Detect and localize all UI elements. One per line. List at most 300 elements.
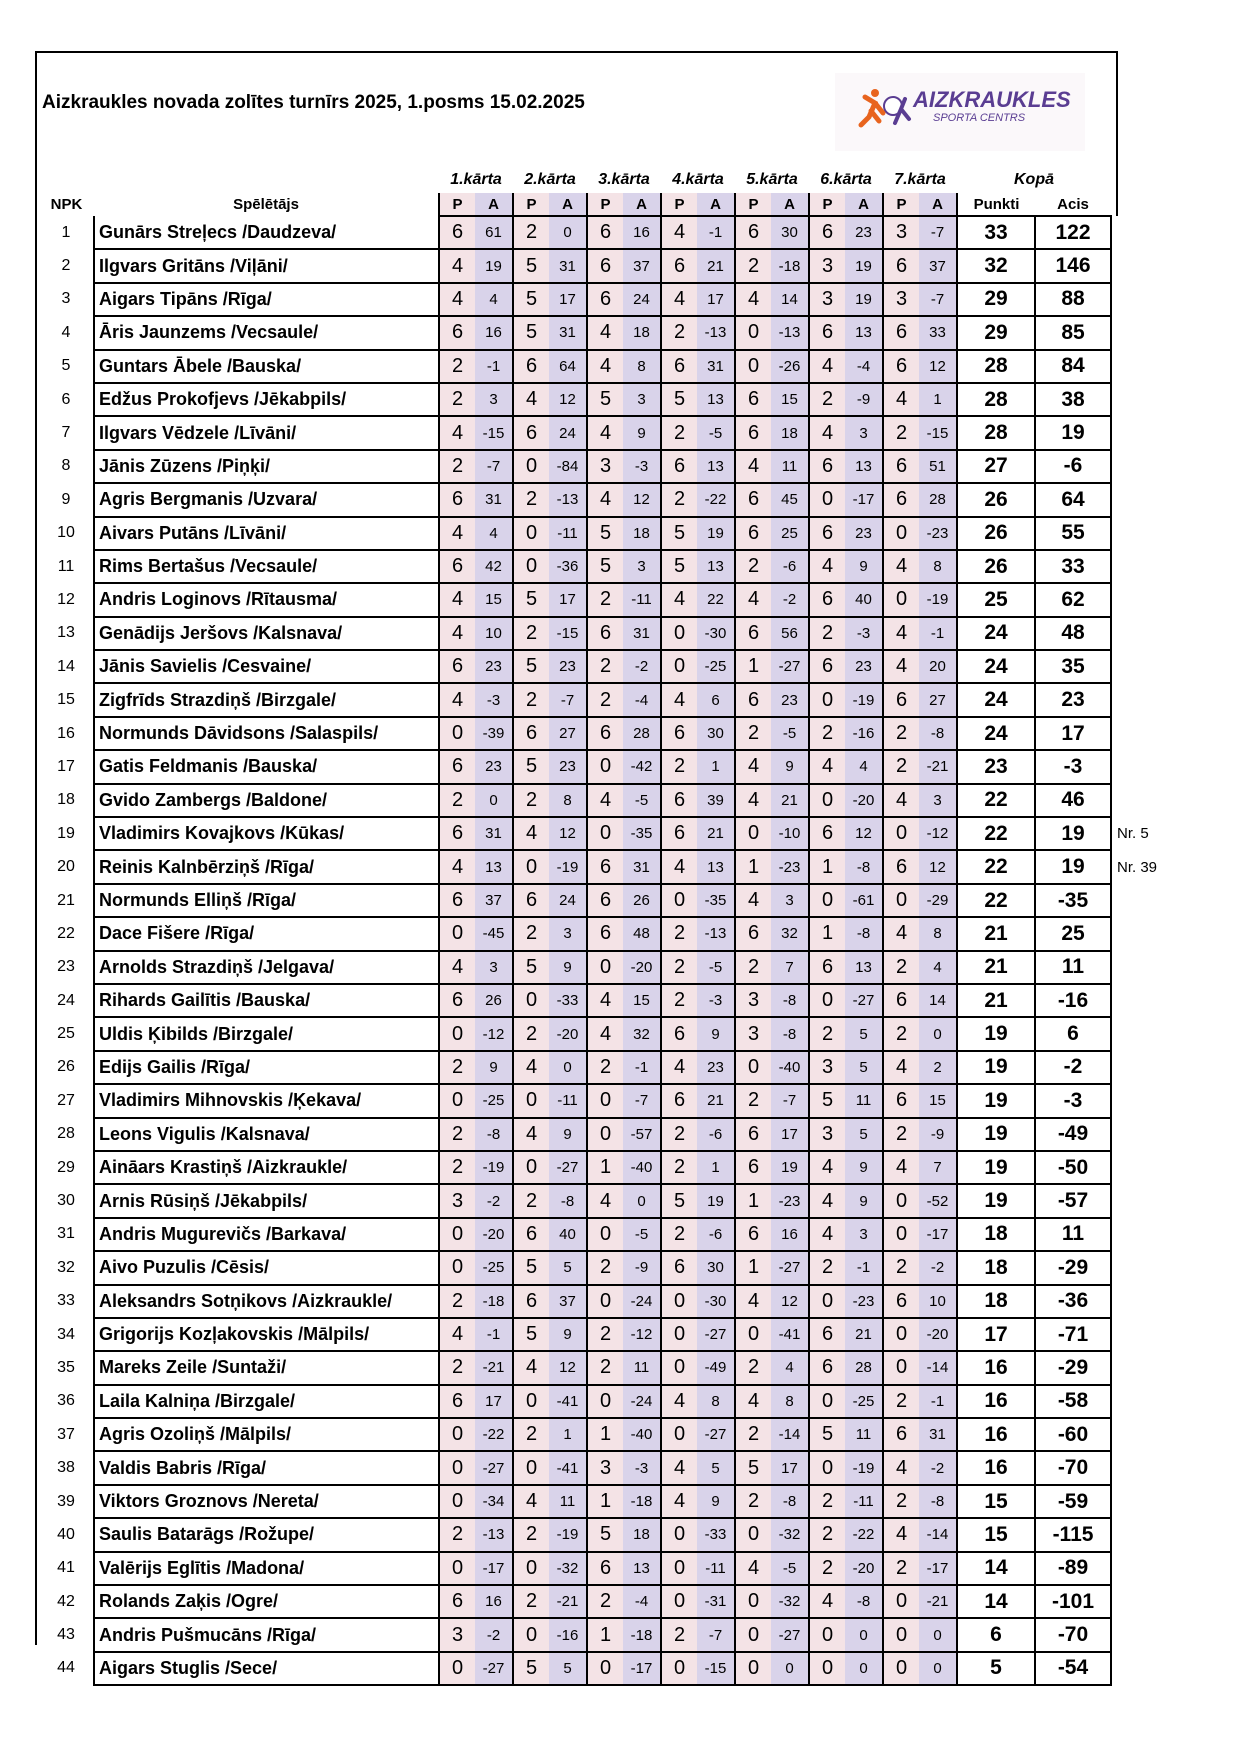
player-name: Aivars Putāns /Līvāni/ [94,517,439,550]
round-points: 4 [439,1318,475,1351]
round-points: 6 [883,1285,919,1318]
total-eyes: -29 [1035,1251,1111,1284]
round-eyes: 20 [919,650,957,683]
round-eyes: 0 [919,1017,957,1050]
round-eyes: -20 [623,951,661,984]
round-points: 5 [587,517,623,550]
total-points: 6 [957,1618,1035,1651]
round-eyes: -5 [771,1552,809,1585]
player-name: Aleksandrs Sotņikovs /Aizkraukle/ [94,1285,439,1318]
round-eyes: -13 [475,1518,513,1551]
table-row [39,1518,1169,1551]
round-points: 4 [587,1184,623,1217]
round-eyes: 31 [549,249,587,282]
round-points: 2 [513,617,549,650]
total-eyes: 19 [1035,850,1111,883]
round-points: 2 [661,984,697,1017]
round-points: 6 [883,850,919,883]
round-eyes: 31 [623,617,661,650]
round-points: 0 [661,1518,697,1551]
round-eyes: -2 [475,1618,513,1651]
round-points: 2 [513,1585,549,1618]
tiebreak-note [1111,884,1169,917]
round-points: 2 [809,717,845,750]
round-points: 2 [661,1118,697,1151]
round-eyes: 1 [549,1418,587,1451]
round-5-header: 5.kārta [746,171,798,188]
round-points: 6 [735,683,771,716]
round-points: 0 [661,617,697,650]
total-points: 16 [957,1385,1035,1418]
round-eyes: -49 [697,1351,735,1384]
total-points: 18 [957,1218,1035,1251]
round-eyes: 23 [475,750,513,783]
row-number: 26 [57,1058,75,1076]
round-eyes: 1 [697,1151,735,1184]
player-name: Andris Pušmucāns /Rīga/ [94,1618,439,1651]
round-eyes: -20 [549,1017,587,1050]
round-eyes: -22 [475,1418,513,1451]
round-points: 4 [439,517,475,550]
round-eyes: 17 [475,1385,513,1418]
round-eyes: -20 [845,1552,883,1585]
p-header: P [809,193,845,216]
round-eyes: 22 [697,583,735,616]
round-eyes: -8 [845,917,883,950]
round-points: 6 [661,249,697,282]
round-points: 2 [661,483,697,516]
row-number: 22 [57,924,75,942]
total-eyes: -115 [1035,1518,1111,1551]
round-points: 5 [661,517,697,550]
round-points: 0 [809,884,845,917]
table-row [39,717,1169,750]
round-eyes: -6 [771,550,809,583]
round-eyes: -3 [623,450,661,483]
round-points: 2 [883,1118,919,1151]
round-points: 5 [513,1318,549,1351]
round-points: 4 [439,583,475,616]
tiebreak-note [1111,383,1169,416]
round-eyes: -32 [771,1518,809,1551]
round-eyes: 0 [475,784,513,817]
round-points: 4 [439,850,475,883]
total-points: 21 [957,951,1035,984]
player-name: Guntars Ābele /Bauska/ [94,350,439,383]
round-eyes: -30 [697,617,735,650]
round-eyes: 3 [549,917,587,950]
round-points: 0 [439,1017,475,1050]
round-points: 0 [883,1618,919,1651]
row-number: 15 [57,691,75,709]
round-eyes: 13 [845,951,883,984]
round-eyes: 15 [623,984,661,1017]
round-points: 2 [661,316,697,349]
round-points: 2 [883,1485,919,1518]
round-points: 3 [809,1118,845,1151]
round-points: 6 [439,1385,475,1418]
row-number: 39 [57,1492,75,1510]
round-eyes: -23 [771,850,809,883]
round-points: 6 [809,817,845,850]
round-eyes: -25 [697,650,735,683]
round-eyes: 48 [623,917,661,950]
round-eyes: 24 [549,416,587,449]
total-eyes: -6 [1035,450,1111,483]
player-name: Genādijs Jeršovs /Kalsnava/ [94,617,439,650]
round-points: 6 [661,450,697,483]
round-points: 0 [735,1051,771,1084]
round-eyes: -12 [623,1318,661,1351]
table-row [39,1318,1169,1351]
tiebreak-note [1111,1385,1169,1418]
table-row [39,483,1169,516]
round-points: 2 [439,350,475,383]
tiebreak-note [1111,1118,1169,1151]
player-header: Spēlētājs [233,196,299,213]
round-points: 0 [735,1618,771,1651]
total-eyes: -60 [1035,1418,1111,1451]
table-row [39,984,1169,1017]
total-eyes: -2 [1035,1051,1111,1084]
round-eyes: -41 [549,1385,587,1418]
round-eyes: -6 [697,1118,735,1151]
round-points: 2 [809,617,845,650]
round-eyes: 5 [845,1118,883,1151]
round-points: 5 [809,1084,845,1117]
round-points: 2 [735,1418,771,1451]
round-eyes: 23 [549,750,587,783]
total-points: 18 [957,1285,1035,1318]
player-name: Jānis Zūzens /Piņķi/ [94,450,439,483]
round-eyes: 9 [697,1017,735,1050]
round-points: 0 [809,1451,845,1484]
round-eyes: -1 [697,216,735,249]
round-points: 5 [513,316,549,349]
round-points: 5 [513,1652,549,1685]
total-points: 27 [957,450,1035,483]
row-number: 12 [57,590,75,608]
round-points: 2 [809,1552,845,1585]
round-points: 1 [587,1485,623,1518]
round-points: 3 [809,283,845,316]
round-points: 3 [735,984,771,1017]
round-points: 2 [587,583,623,616]
round-points: 6 [513,717,549,750]
row-number: 44 [57,1659,75,1677]
table-row [39,283,1169,316]
round-eyes: 31 [549,316,587,349]
round-points: 0 [587,951,623,984]
player-name: Aivo Puzulis /Cēsis/ [94,1251,439,1284]
round-eyes: 15 [771,383,809,416]
round-eyes: -20 [845,784,883,817]
table-row [39,1017,1169,1050]
round-points: 6 [439,1585,475,1618]
total-eyes: 23 [1035,683,1111,716]
round-points: 0 [735,1652,771,1685]
tiebreak-note [1111,1218,1169,1251]
round-eyes: 19 [475,249,513,282]
total-eyes: 88 [1035,283,1111,316]
round-eyes: -57 [623,1118,661,1151]
round-eyes: -11 [697,1552,735,1585]
round-points: 4 [587,1017,623,1050]
round-points: 0 [809,483,845,516]
p-header: P [735,193,771,216]
round-eyes: -20 [475,1218,513,1251]
round-eyes: 28 [845,1351,883,1384]
round-eyes: -21 [919,750,957,783]
round-eyes: 25 [771,517,809,550]
row-number: 24 [57,991,75,1009]
round-points: 3 [587,1451,623,1484]
table-row [39,750,1169,783]
round-eyes: -8 [919,1485,957,1518]
row-number: 27 [57,1091,75,1109]
round-points: 5 [513,1251,549,1284]
round-points: 6 [735,416,771,449]
round-points: 4 [809,350,845,383]
round-points: 6 [883,683,919,716]
round-eyes: 9 [475,1051,513,1084]
round-eyes: -5 [697,951,735,984]
table-row [39,850,1169,883]
round-eyes: 3 [475,383,513,416]
round-points: 3 [809,1051,845,1084]
table-row [39,1251,1169,1284]
round-eyes: -35 [623,817,661,850]
tiebreak-note [1111,1151,1169,1184]
player-name: Aigars Tipāns /Rīga/ [94,283,439,316]
total-points: 5 [957,1652,1035,1685]
round-eyes: -21 [919,1585,957,1618]
round-points: 4 [513,1118,549,1151]
logo [835,73,1085,151]
table-row [39,416,1169,449]
round-points: 0 [735,1318,771,1351]
round-points: 4 [883,917,919,950]
round-eyes: 23 [697,1051,735,1084]
round-eyes: 17 [549,583,587,616]
page-title: Aizkraukles novada zolītes turnīrs 2025, 1.posms 15.02.2025 [42,92,585,113]
round-eyes: 12 [549,1351,587,1384]
round-eyes: -7 [919,216,957,249]
round-points: 0 [513,1084,549,1117]
round-eyes: 21 [697,249,735,282]
round-points: 5 [735,1451,771,1484]
round-points: 0 [513,984,549,1017]
row-number: 19 [57,824,75,842]
round-points: 3 [587,450,623,483]
round-points: 4 [809,1151,845,1184]
round-eyes: -22 [845,1518,883,1551]
round-points: 4 [735,884,771,917]
player-name: Normunds Dāvidsons /Salaspils/ [94,717,439,750]
round-eyes: 9 [549,1118,587,1151]
row-number: 5 [61,357,71,375]
round-points: 2 [883,750,919,783]
round-points: 2 [809,1518,845,1551]
a-header: A [919,193,957,216]
round-eyes: 10 [919,1285,957,1318]
tiebreak-note [1111,216,1169,249]
round-points: 4 [513,1051,549,1084]
round-points: 0 [661,650,697,683]
total-eyes: -57 [1035,1184,1111,1217]
round-eyes: -19 [475,1151,513,1184]
round-eyes: -33 [549,984,587,1017]
round-6-header: 6.kārta [820,171,872,188]
round-points: 6 [587,249,623,282]
round-eyes: 12 [919,350,957,383]
round-eyes: 15 [475,583,513,616]
round-points: 0 [809,784,845,817]
player-name: Rims Bertašus /Vecsaule/ [94,550,439,583]
round-eyes: -1 [919,1385,957,1418]
tiebreak-note [1111,450,1169,483]
round-points: 4 [883,1051,919,1084]
round-eyes: -27 [771,650,809,683]
round-eyes: 8 [697,1385,735,1418]
round-points: 0 [513,1552,549,1585]
player-name: Vladimirs Mihnovskis /Ķekava/ [94,1084,439,1117]
round-eyes: -17 [919,1552,957,1585]
round-eyes: 17 [771,1118,809,1151]
tiebreak-note [1111,750,1169,783]
total-points: 21 [957,984,1035,1017]
round-points: 0 [661,1552,697,1585]
total-eyes: 35 [1035,650,1111,683]
total-eyes: 55 [1035,517,1111,550]
row-number: 6 [61,390,71,408]
round-eyes: -40 [623,1418,661,1451]
round-eyes: 42 [475,550,513,583]
player-name: Āris Jaunzems /Vecsaule/ [94,316,439,349]
round-points: 2 [735,951,771,984]
round-eyes: -5 [697,416,735,449]
total-eyes: 19 [1035,817,1111,850]
tiebreak-note [1111,1017,1169,1050]
round-eyes: 9 [845,1184,883,1217]
total-points: 25 [957,583,1035,616]
round-points: 2 [735,1084,771,1117]
row-number: 14 [57,657,75,675]
round-points: 5 [661,383,697,416]
total-points: 24 [957,717,1035,750]
round-eyes: -9 [845,383,883,416]
round-eyes: 13 [475,850,513,883]
round-eyes: -12 [919,817,957,850]
round-eyes: 16 [623,216,661,249]
round-points: 4 [661,683,697,716]
tiebreak-note [1111,984,1169,1017]
round-eyes: -10 [771,817,809,850]
round-points: 0 [809,1618,845,1651]
row-number: 36 [57,1392,75,1410]
round-eyes: -15 [919,416,957,449]
round-points: 4 [735,283,771,316]
round-eyes: 23 [845,517,883,550]
total-eyes: 19 [1035,416,1111,449]
round-points: 3 [439,1184,475,1217]
round-points: 0 [513,1385,549,1418]
round-points: 4 [661,216,697,249]
total-points: 26 [957,483,1035,516]
total-header: Kopā [1014,171,1054,188]
round-points: 4 [661,1485,697,1518]
round-eyes: 4 [845,750,883,783]
round-points: 6 [439,650,475,683]
total-points: 17 [957,1318,1035,1351]
player-name: Zigfrīds Strazdiņš /Birzgale/ [94,683,439,716]
acis-header: Acis [1035,193,1111,216]
a-header: A [771,193,809,216]
round-eyes: -25 [475,1251,513,1284]
total-eyes: 64 [1035,483,1111,516]
total-points: 19 [957,1151,1035,1184]
round-points: 4 [439,283,475,316]
row-number: 43 [57,1626,75,1644]
tiebreak-note: Nr. 5 [1111,817,1169,850]
a-header: A [549,193,587,216]
round-points: 2 [809,1251,845,1284]
round-eyes: -11 [549,1084,587,1117]
round-eyes: 19 [697,517,735,550]
row-number: 2 [61,257,71,275]
round-eyes: -3 [845,617,883,650]
round-eyes: 9 [845,1151,883,1184]
round-eyes: -41 [549,1451,587,1484]
total-eyes: -70 [1035,1451,1111,1484]
table-row [39,1585,1169,1618]
round-points: 0 [883,1652,919,1685]
round-eyes: 17 [771,1451,809,1484]
tiebreak-note [1111,350,1169,383]
round-eyes: 37 [475,884,513,917]
round-eyes: 28 [623,717,661,750]
round-eyes: -24 [623,1285,661,1318]
round-eyes: 64 [549,350,587,383]
round-points: 6 [587,717,623,750]
round-points: 2 [661,917,697,950]
round-eyes: 13 [697,450,735,483]
round-points: 2 [883,1017,919,1050]
total-eyes: -50 [1035,1151,1111,1184]
round-eyes: -2 [771,583,809,616]
round-points: 4 [587,350,623,383]
table-row [39,1351,1169,1384]
round-eyes: -1 [845,1251,883,1284]
total-eyes: -59 [1035,1485,1111,1518]
round-points: 6 [661,350,697,383]
round-points: 5 [809,1418,845,1451]
total-eyes: -70 [1035,1618,1111,1651]
total-eyes: 11 [1035,1218,1111,1251]
round-points: 6 [661,784,697,817]
round-eyes: 21 [697,1084,735,1117]
round-points: 6 [809,1318,845,1351]
total-points: 19 [957,1184,1035,1217]
round-eyes: -32 [549,1552,587,1585]
round-points: 6 [809,517,845,550]
total-points: 28 [957,383,1035,416]
total-points: 26 [957,550,1035,583]
round-points: 0 [735,316,771,349]
round-points: 4 [661,583,697,616]
row-number: 30 [57,1192,75,1210]
row-number: 23 [57,958,75,976]
